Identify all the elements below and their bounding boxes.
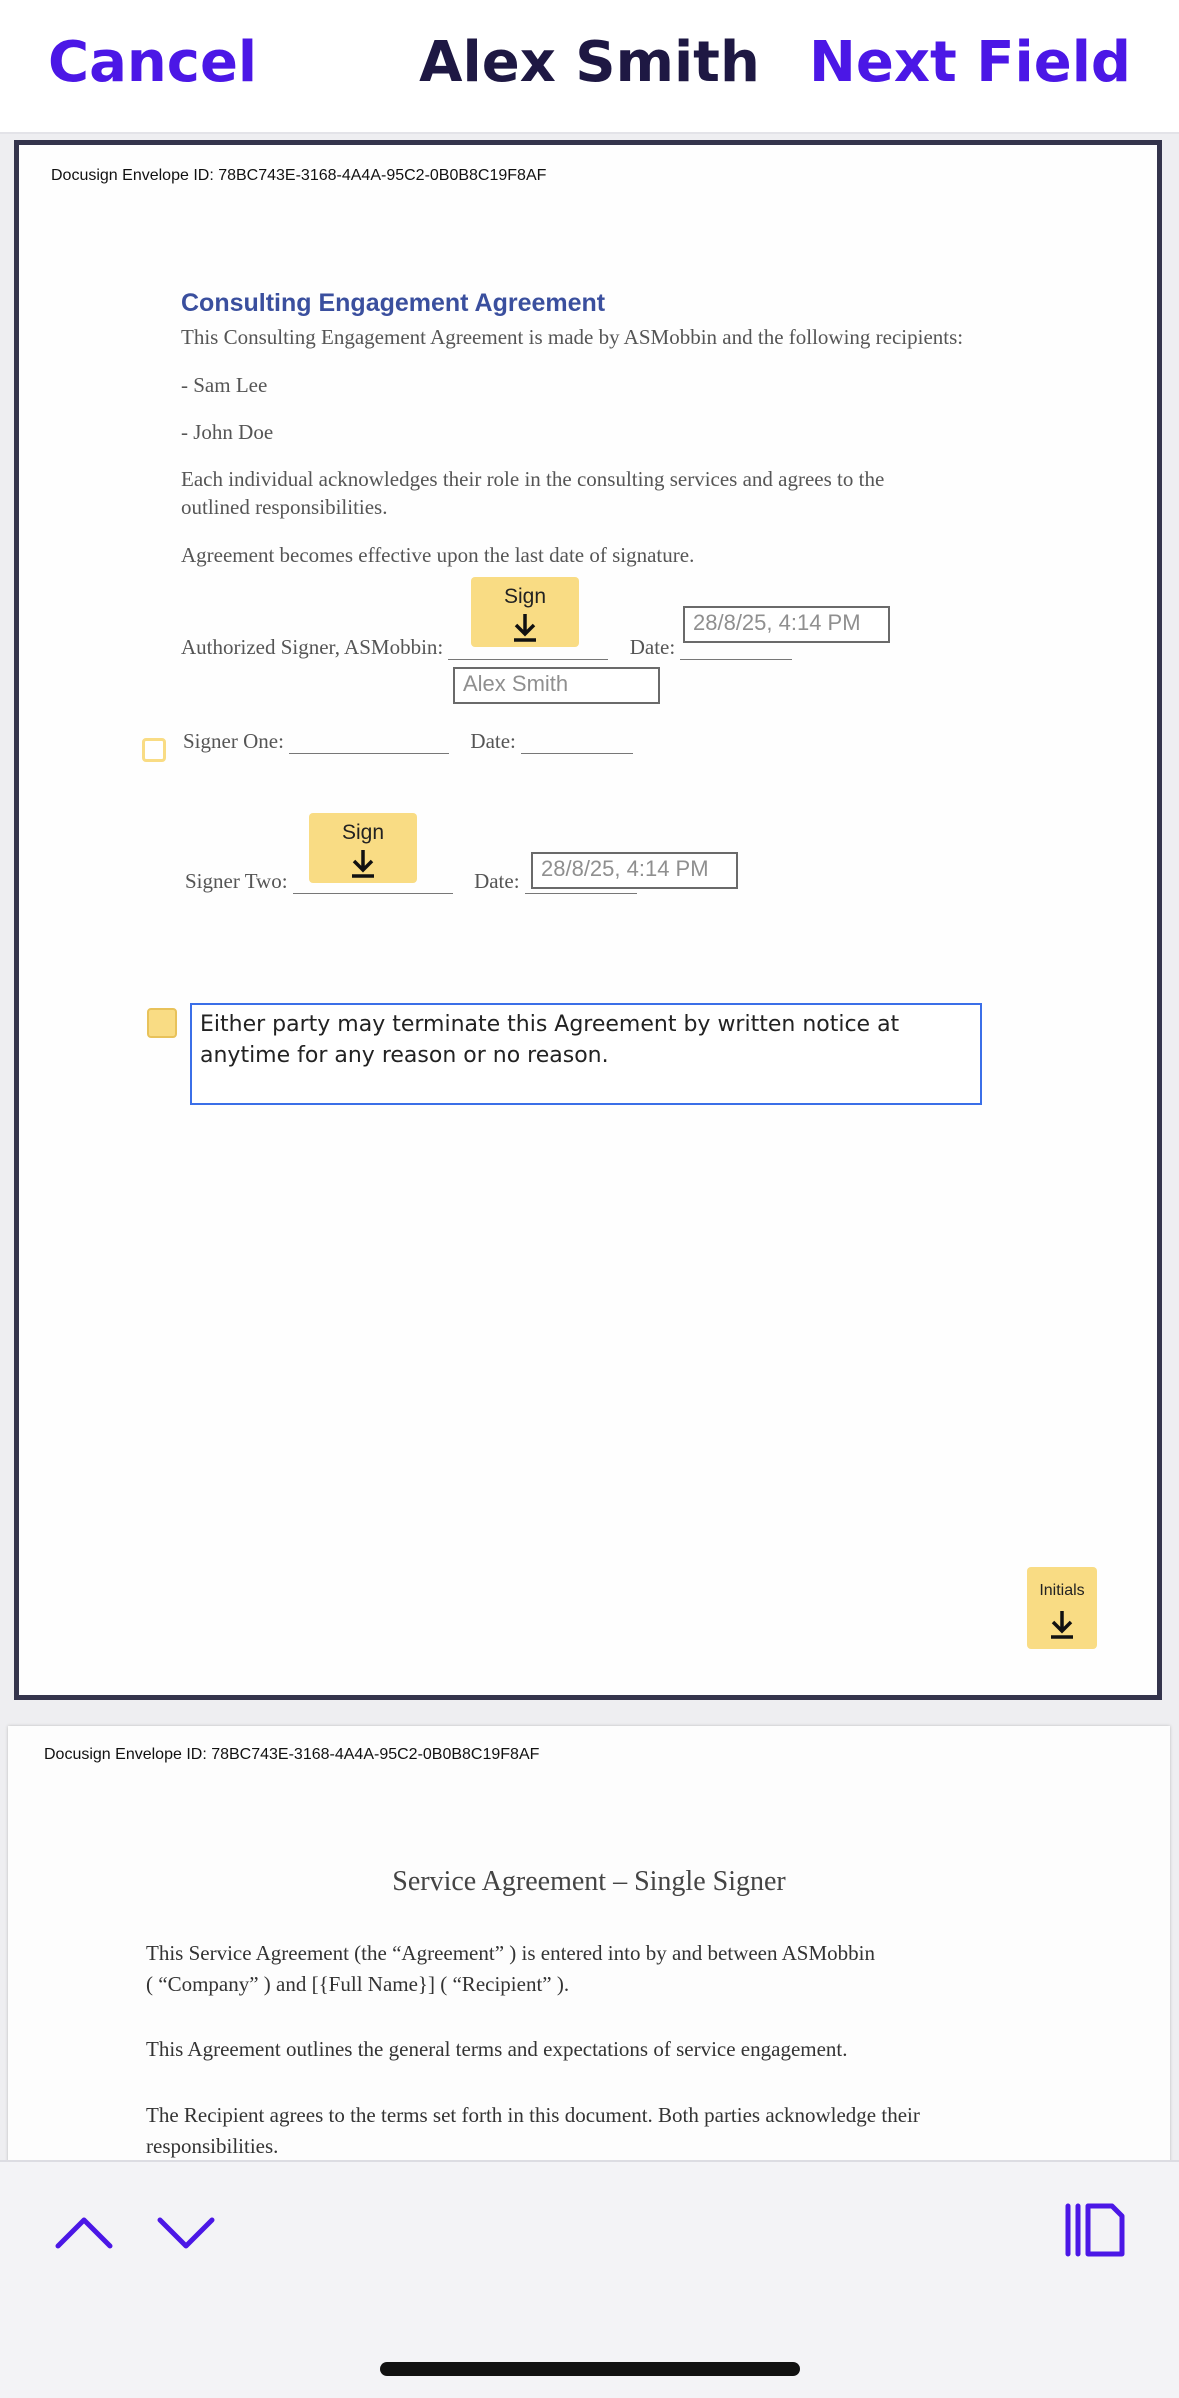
service-para-1-line-1: This Service Agreement (the “Agreement” ) is entered into by and between ASMobbin <box>146 1941 875 1965</box>
signer-one-date-line <box>521 753 633 754</box>
home-indicator <box>380 2362 800 2376</box>
download-arrow-icon <box>509 611 541 643</box>
chevron-down-icon <box>156 2212 216 2252</box>
signer-one-row <box>183 729 633 754</box>
sign-label: Sign <box>341 821 385 844</box>
next-page-button[interactable] <box>156 2212 216 2255</box>
signer-one-line <box>289 753 449 754</box>
next-field-button[interactable]: Next Field <box>809 30 1131 95</box>
recipient-sam-lee: - Sam Lee <box>181 373 268 397</box>
document-viewer[interactable] <box>0 134 1179 2160</box>
initials-button[interactable] <box>1027 1567 1097 1649</box>
envelope-id: Docusign Envelope ID: 78BC743E-3168-4A4A-95C2-0B0B8C19F8AF <box>44 1746 540 1763</box>
initials-label: Initials <box>1039 1582 1085 1599</box>
recipient-john-doe: - John Doe <box>181 420 274 444</box>
pages-icon <box>1062 2198 1128 2262</box>
document-page-1 <box>14 140 1162 1700</box>
document-page-2 <box>8 1726 1170 2160</box>
previous-page-button[interactable] <box>54 2212 114 2255</box>
full-name-field[interactable]: Alex Smith <box>453 667 660 704</box>
date-line <box>680 659 792 660</box>
service-para-1-line-2: ( “Company” ) and [{Full Name}] ( “Recipient” ). <box>146 1972 570 1996</box>
terminate-checkbox[interactable] <box>147 1008 177 1038</box>
authorized-signer-text: Authorized Signer, ASMobbin: <box>181 635 444 659</box>
signature-line <box>448 659 608 660</box>
signer-one-checkbox[interactable] <box>142 738 166 762</box>
service-para-2: This Agreement outlines the general terms and expectations of service engagement. <box>146 2037 848 2061</box>
date-signed-field-authorized[interactable]: 28/8/25, 4:14 PM <box>683 606 890 643</box>
date-signed-field-signer-two[interactable]: 28/8/25, 4:14 PM <box>531 852 738 889</box>
signer-two-line <box>293 893 453 894</box>
ack-line-2: outlined responsibilities. <box>181 495 388 519</box>
page-thumbnails-button[interactable] <box>1062 2198 1128 2265</box>
signer-one-label: Signer One: <box>183 729 284 753</box>
terminate-text-field[interactable]: Either party may terminate this Agreement by written notice at anytime for any reason or no reason. <box>190 1003 982 1105</box>
sign-label: Sign <box>503 585 547 608</box>
service-para-3-line-2: responsibilities. <box>146 2134 279 2158</box>
sign-button-authorized[interactable] <box>471 577 579 647</box>
agreement-intro: This Consulting Engagement Agreement is made by ASMobbin and the following recipients: <box>181 325 964 349</box>
top-bar <box>0 0 1179 134</box>
ack-line-1: Each individual acknowledges their role in the consulting services and agrees to the <box>181 467 885 491</box>
service-para-3-line-1: The Recipient agrees to the terms set forth in this document. Both parties acknowledge their <box>146 2103 920 2127</box>
signer-two-label: Signer Two: <box>185 869 288 893</box>
date-label: Date: <box>629 635 676 659</box>
signer-two-date-line <box>525 893 637 894</box>
agreement-title: Consulting Engagement Agreement <box>181 289 606 317</box>
signer-one-date-label: Date: <box>470 729 516 753</box>
effective-text: Agreement becomes effective upon the last date of signature. <box>181 543 695 567</box>
signer-name-title: Alex Smith <box>419 30 760 95</box>
chevron-up-icon <box>54 2212 114 2252</box>
envelope-id: Docusign Envelope ID: 78BC743E-3168-4A4A-95C2-0B0B8C19F8AF <box>51 167 547 184</box>
service-agreement-title: Service Agreement – Single Signer <box>392 1866 786 1897</box>
bottom-toolbar <box>0 2160 1179 2398</box>
cancel-button[interactable]: Cancel <box>48 30 258 95</box>
signer-two-date-label: Date: <box>474 869 520 893</box>
download-arrow-icon <box>1046 1608 1078 1640</box>
